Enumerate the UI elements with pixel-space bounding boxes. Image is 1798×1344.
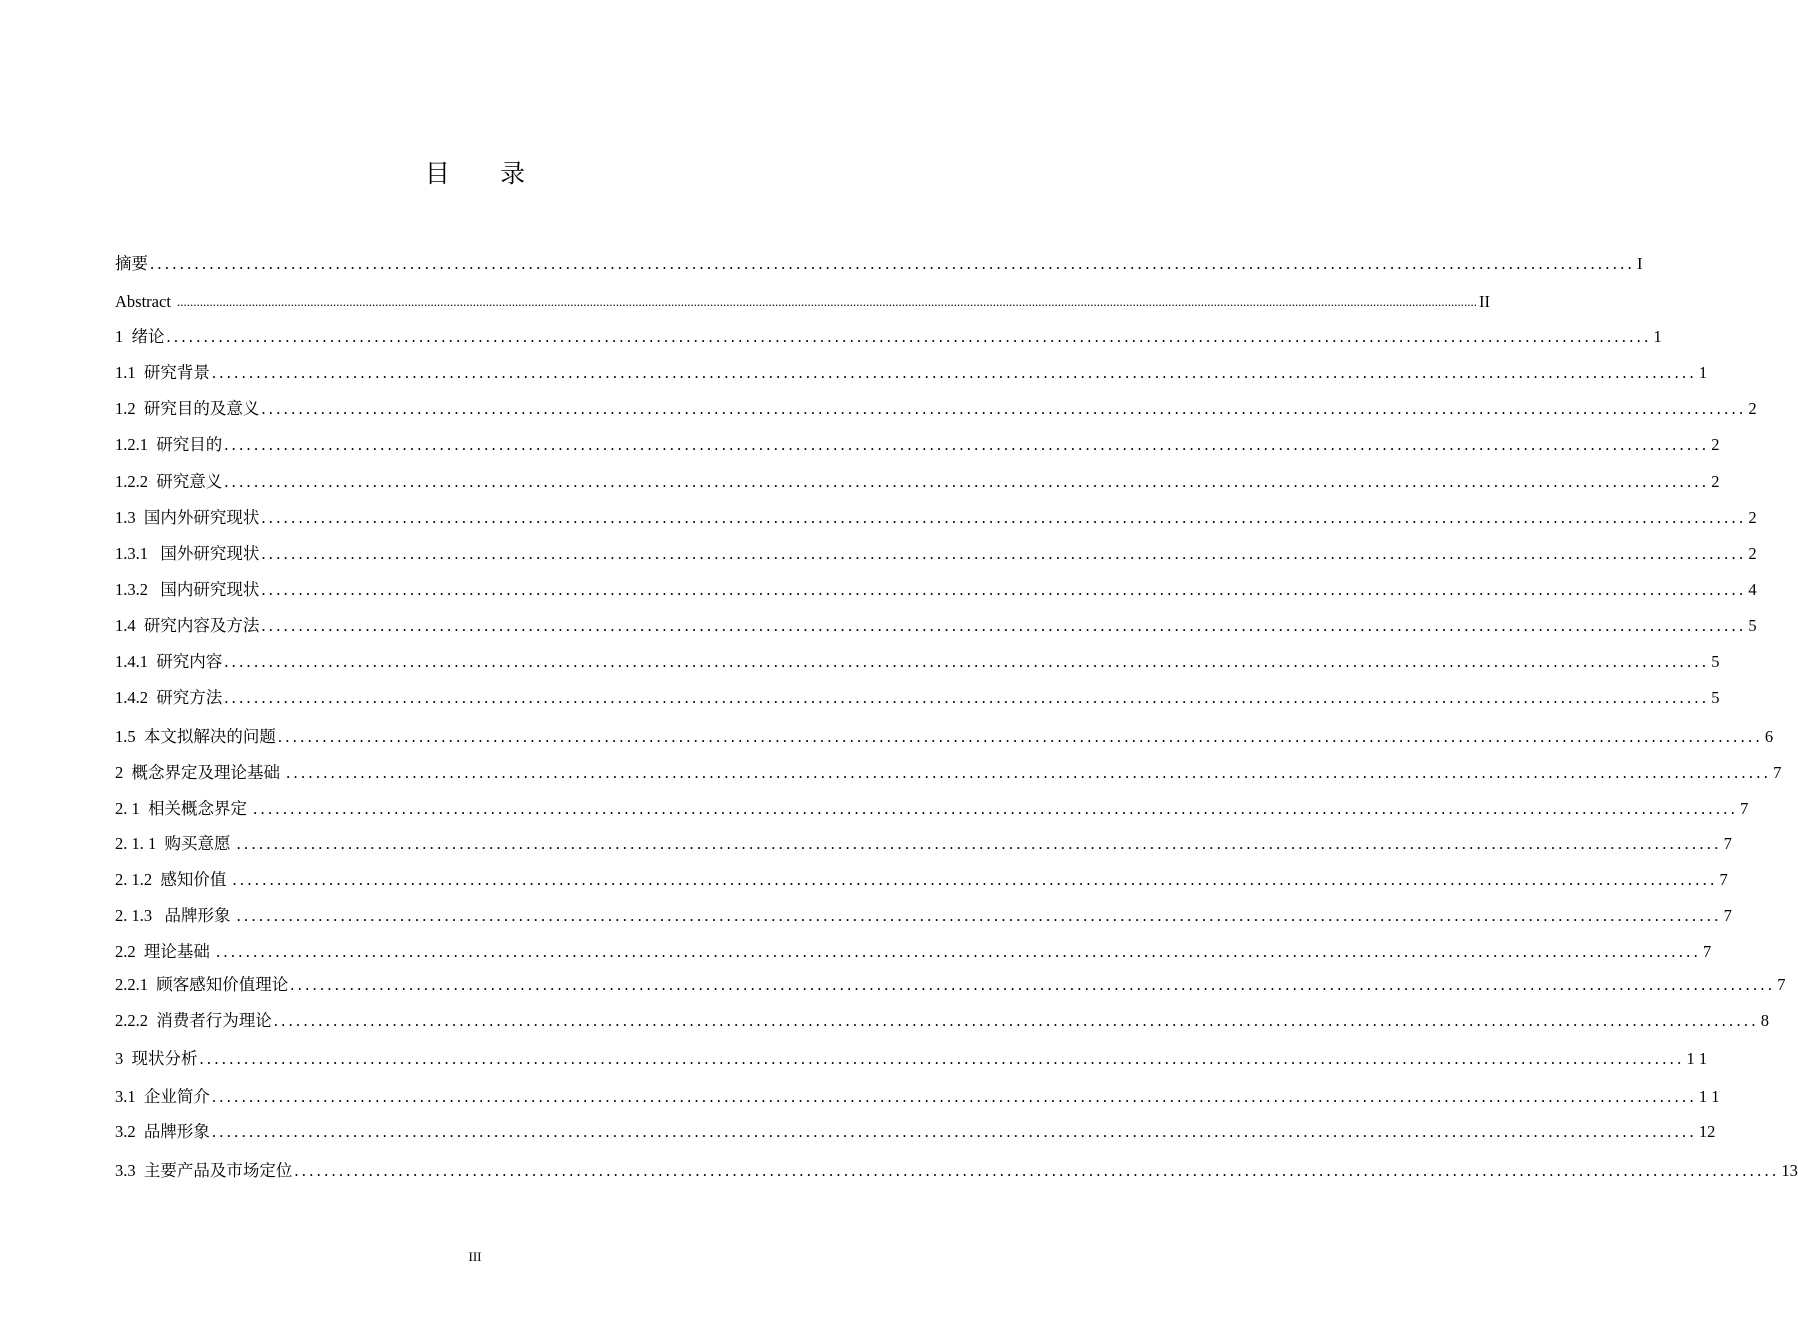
toc-dot-leader: ........................................................................................................................................................................................................	[150, 254, 1635, 273]
toc-entry-page-number: 2	[1748, 508, 1757, 527]
toc-entry[interactable]	[115, 940, 1712, 964]
toc-entry-page-number: 5	[1711, 652, 1720, 671]
toc-dot-leader: ........................................................................................................................................................................................................	[232, 870, 1718, 889]
footer-page-number: III	[468, 1249, 482, 1264]
toc-entry-page-number: 2	[1711, 435, 1720, 454]
toc-entry-page-number: 2	[1711, 472, 1720, 491]
toc-entry-label: 1.2 研究目的及意义	[115, 399, 260, 418]
toc-dot-leader: ........................................................................................................................................................................................................	[236, 906, 1722, 925]
toc-entry[interactable]	[115, 506, 1757, 530]
toc-entry[interactable]	[115, 686, 1720, 710]
toc-dot-leader: ........................................................................................................................................................................................................	[199, 1049, 1685, 1068]
toc-dot-leader: ........................................................................................................................................................................................................	[294, 1161, 1780, 1180]
toc-entry[interactable]	[115, 1159, 1798, 1183]
toc-entry-label: 1.2.2 研究意义	[115, 472, 223, 491]
toc-entry-label: 2.2 理论基础	[115, 942, 214, 961]
toc-dot-leader: ........................................................................................................................................................................................................	[236, 834, 1722, 853]
toc-entry-label: 3.2 品牌形象	[115, 1122, 210, 1141]
toc-entry-page-number: 4	[1748, 580, 1757, 599]
toc-entry-page-number: 1 1	[1686, 1049, 1708, 1068]
toc-entry[interactable]	[115, 650, 1720, 674]
toc-dot-leader: ........................................................................................................................................................................................................	[224, 435, 1710, 454]
toc-entry-label: 1.5 本文拟解决的问题	[115, 727, 276, 746]
toc-entry-page-number: 7	[1740, 799, 1749, 818]
toc-dot-leader: ........................................................................................................................................................................................................	[261, 616, 1747, 635]
toc-entry-page-number: I	[1637, 254, 1643, 273]
toc-entry-label: 摘要	[115, 254, 148, 273]
toc-entry-label: 1.4.1 研究内容	[115, 652, 223, 671]
toc-entry-label: 1.1 研究背景	[115, 363, 210, 382]
toc-entry[interactable]	[115, 725, 1774, 749]
toc-entry-label: 2. 1 相关概念界定	[115, 799, 252, 818]
toc-dot-leader: ........................................................................................................................................................................................................	[224, 652, 1710, 671]
toc-entry-page-number: 12	[1698, 1122, 1716, 1141]
toc-entry-page-number: 7	[1703, 942, 1712, 961]
toc-dot-leader: ........................................................................................................................................................................................................	[224, 688, 1710, 707]
toc-entry-page-number: 5	[1711, 688, 1720, 707]
toc-entry-label: 2.2.1 顾客感知价值理论	[115, 975, 289, 994]
toc-entry-label: 1.3.2 国内研究现状	[115, 580, 260, 599]
toc-entry[interactable]	[115, 832, 1732, 856]
toc-dot-leader: ........................................................................................................................................................................................................	[261, 544, 1747, 563]
toc-dot-leader: ........................................................................................................................................................................................................	[286, 763, 1772, 782]
toc-entry[interactable]	[115, 868, 1728, 892]
toc-dot-leader: ........................................................................................................................................................................................................	[261, 399, 1747, 418]
toc-entry-label: 1 绪论	[115, 327, 165, 346]
toc-entry[interactable]	[115, 1009, 1769, 1033]
toc-dot-leader: ........................................................................................................................................................................................................	[290, 975, 1776, 994]
toc-dot-leader: ........................................................................................................................................................................................................	[261, 508, 1747, 527]
toc-dot-leader: ........................................................................................................................................................................................................	[261, 580, 1747, 599]
toc-entry[interactable]	[115, 904, 1732, 928]
toc-entry-page-number: 2	[1748, 399, 1757, 418]
toc-entry-label: 1.3.1 国外研究现状	[115, 544, 260, 563]
toc-entry-page-number: 1	[1698, 363, 1708, 382]
toc-entry[interactable]	[115, 1085, 1720, 1109]
toc-entry-label: 2. 1.2 感知价值	[115, 870, 231, 889]
toc-entry-label: 3.1 企业简介	[115, 1087, 210, 1106]
toc-entry-page-number: 7	[1723, 906, 1732, 925]
toc-dot-leader: ........................................................................................................................................................................................................	[166, 327, 1652, 346]
toc-dot-leader: ........................................................................................................................................................................................................	[273, 1011, 1759, 1030]
toc-entry[interactable]	[115, 252, 1643, 276]
toc-entry-page-number: 6	[1764, 727, 1774, 746]
toc-entry-label: 2. 1. 1 购买意愿	[115, 834, 235, 853]
toc-dot-leader: ........................................................................................................................................................................................................	[211, 363, 1697, 382]
toc-entry[interactable]	[115, 761, 1782, 785]
toc-entry[interactable]	[115, 325, 1662, 349]
toc-entry[interactable]	[115, 361, 1708, 385]
toc-entry-page-number: 1 1	[1698, 1087, 1720, 1106]
toc-entry-page-number: 13	[1781, 1161, 1798, 1180]
toc-entry-page-number: 1	[1653, 327, 1662, 346]
toc-entry[interactable]	[115, 797, 1749, 821]
toc-dot-leader: ........................................................................................................................................................................................................	[224, 472, 1710, 491]
toc-entry-page-number: 5	[1748, 616, 1757, 635]
toc-dot-leader: ................................................................................................................................................................................................................................................................................................................................................................................................................	[177, 294, 1478, 309]
toc-entry-label: 2 概念界定及理论基础	[115, 763, 285, 782]
toc-entry-label: 1.4.2 研究方法	[115, 688, 223, 707]
toc-entry-label: 2.2.2 消费者行为理论	[115, 1011, 272, 1030]
toc-dot-leader: ........................................................................................................................................................................................................	[277, 727, 1763, 746]
toc-entry-label: 1.2.1 研究目的	[115, 435, 223, 454]
page-title: 目 录	[424, 161, 548, 188]
toc-entry-page-number: 7	[1773, 763, 1782, 782]
toc-entry[interactable]	[115, 290, 1491, 314]
toc-entry[interactable]	[115, 578, 1757, 602]
toc-entry-label: 3 现状分析	[115, 1049, 198, 1068]
toc-entry-page-number: 8	[1760, 1011, 1769, 1030]
toc-entry-label: Abstract	[115, 292, 176, 311]
toc-entry-page-number: II	[1479, 292, 1491, 311]
toc-entry-label: 1.4 研究内容及方法	[115, 616, 260, 635]
toc-entry-page-number: 7	[1723, 834, 1732, 853]
toc-dot-leader: ........................................................................................................................................................................................................	[253, 799, 1739, 818]
toc-entry-page-number: 7	[1777, 975, 1786, 994]
toc-dot-leader: ........................................................................................................................................................................................................	[216, 942, 1701, 961]
toc-entry-label: 2. 1.3 品牌形象	[115, 906, 235, 925]
toc-entry[interactable]	[115, 973, 1786, 997]
toc-entry-label: 1.3 国内外研究现状	[115, 508, 260, 527]
toc-entry-label: 3.3 主要产品及市场定位	[115, 1161, 293, 1180]
toc-entry[interactable]	[115, 470, 1720, 494]
toc-entry[interactable]	[115, 1047, 1708, 1071]
toc-entry[interactable]	[115, 397, 1757, 421]
toc-entry[interactable]	[115, 542, 1757, 566]
toc-entry[interactable]	[115, 614, 1757, 638]
toc-entry[interactable]	[115, 433, 1720, 457]
toc-entry[interactable]	[115, 1120, 1716, 1144]
toc-entry-page-number: 7	[1719, 870, 1728, 889]
toc-entry-page-number: 2	[1748, 544, 1757, 563]
toc-dot-leader: ........................................................................................................................................................................................................	[211, 1087, 1697, 1106]
toc-dot-leader: ........................................................................................................................................................................................................	[211, 1122, 1697, 1141]
